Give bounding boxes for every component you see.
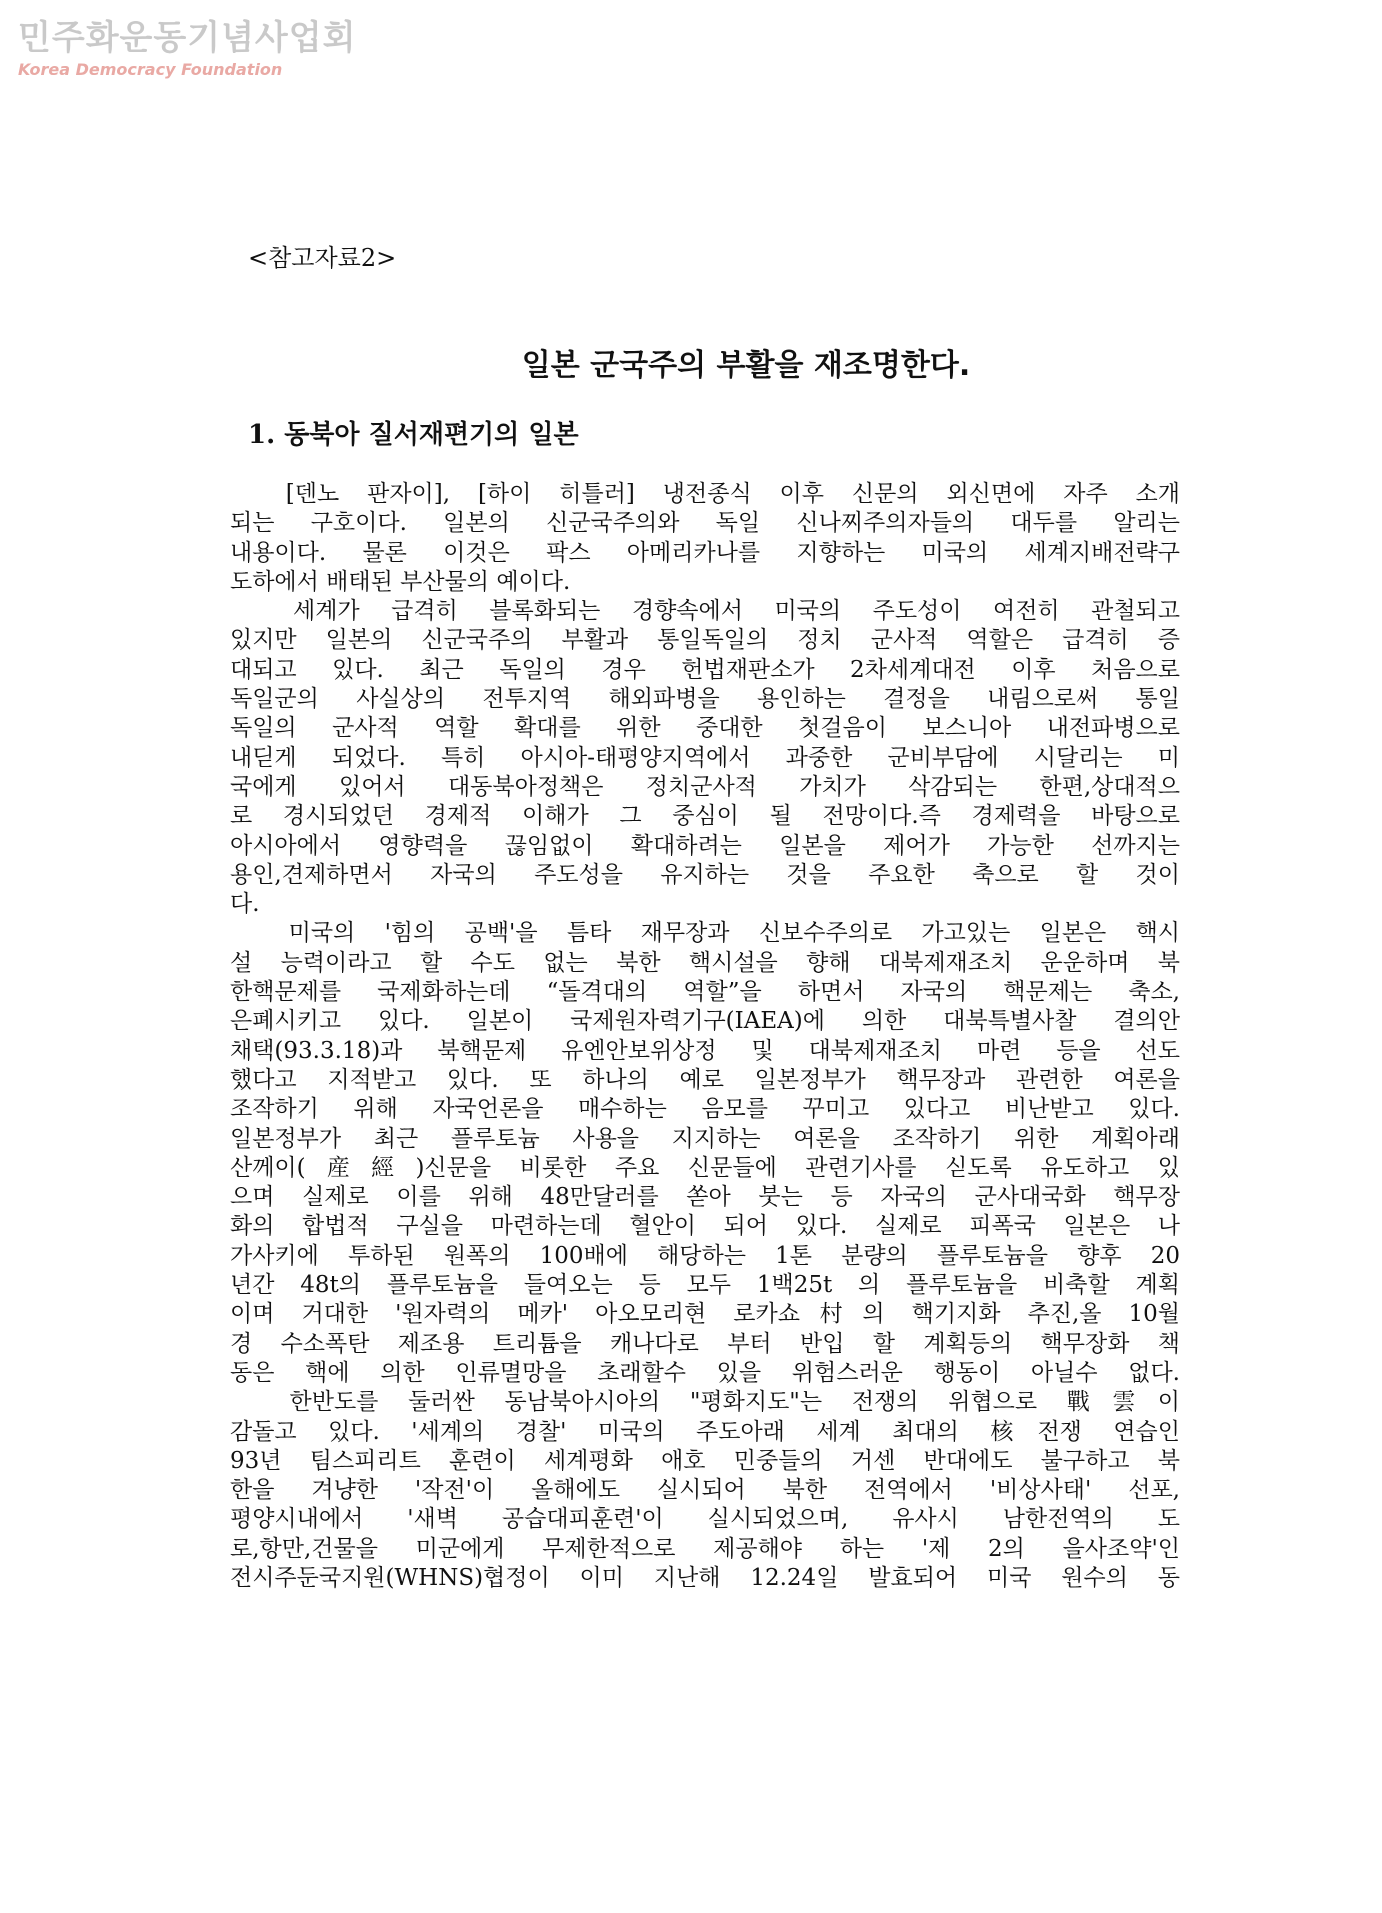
- body-line: 독일의 군사적 역할 확대를 위한 중대한 첫걸음이 보스니아 내전파병으로: [230, 715, 1180, 742]
- watermark-logo: [18, 18, 356, 80]
- body-line: 로,항만,건물을 미군에게 무제한적으로 제공해야 하는 '제 2의 을사조약'인: [230, 1535, 1180, 1562]
- watermark-english-text: Korea Democracy Foundation: [18, 60, 283, 79]
- body-line: 세계가 급격히 블록화되는 경향속에서 미국의 주도성이 여전히 관철되고: [230, 598, 1180, 625]
- body-line: 대되고 있다. 최근 독일의 경우 헌법재판소가 2차세계대전 이후 처음으로: [230, 656, 1180, 683]
- body-line: 했다고 지적받고 있다. 또 하나의 예로 일본정부가 핵무장과 관련한 여론을: [230, 1066, 1180, 1093]
- body-line: [덴노 판자이], [하이 히틀러] 냉전종식 이후 신문의 외신면에 자주 소개: [230, 481, 1180, 507]
- watermark-korean-text: 민주화운동기념사업회: [18, 18, 357, 58]
- body-line: 용인,견제하면서 자국의 주도성을 유지하는 것을 주요한 축으로 할 것이: [230, 861, 1180, 888]
- body-line: 설 능력이라고 할 수도 없는 북한 핵시설을 향해 대북제재조치 운운하며 북: [230, 949, 1180, 976]
- body-line: 미국의 '힘의 공백'을 틈타 재무장과 신보수주의로 가고있는 일본은 핵시: [230, 920, 1180, 947]
- body-line: 국에게 있어서 대동북아정책은 정치군사적 가치가 삭감되는 한편,상대적으: [230, 773, 1180, 800]
- body-line: 있지만 일본의 신군국주의 부활과 통일독일의 정치 군사적 역할은 급격히 증: [230, 627, 1180, 654]
- body-line: 이며 거대한 '원자력의 메카' 아오모리현 로카쇼村의 핵기지화 추진,올 10월: [230, 1301, 1180, 1328]
- body-line: 93년 팀스피리트 훈련이 세계평화 애호 민중들의 거센 반대에도 불구하고 북: [230, 1447, 1180, 1474]
- body-line: 한을 겨냥한 '작전'이 올해에도 실시되어 북한 전역에서 '비상사태' 선포,: [230, 1477, 1180, 1504]
- body-line: 은폐시키고 있다. 일본이 국제원자력기구(IAEA)에 의한 대북특별사찰 결의안: [230, 1008, 1180, 1035]
- body-line: 감돌고 있다. '세계의 경찰' 미국의 주도아래 세계 최대의 核전쟁 연습인: [230, 1418, 1180, 1445]
- body-line: 경 수소폭탄 제조용 트리튬을 캐나다로 부터 반입 할 계획등의 핵무장화 책: [230, 1330, 1180, 1357]
- body-line: 내용이다. 물론 이것은 팍스 아메리카나를 지향하는 미국의 세계지배전략구: [230, 539, 1180, 566]
- body-line: 동은 핵에 의한 인류멸망을 초래할수 있을 위험스러운 행동이 아닐수 없다.: [230, 1359, 1180, 1386]
- body-line: 전시주둔국지원(WHNS)협정이 이미 지난해 12.24일 발효되어 미국 원수의 동: [230, 1564, 1180, 1591]
- body-line: 채택(93.3.18)과 북핵문제 유엔안보위상정 및 대북제재조치 마련 등을 선도: [230, 1037, 1180, 1064]
- section-heading: 1. 동북아 질서재편기의 일본: [248, 420, 579, 450]
- reference-label: <참고자료2>: [248, 244, 397, 272]
- body-line: 독일군의 사실상의 전투지역 해외파병을 용인하는 결정을 내림으로써 통일: [230, 686, 1180, 713]
- body-line: 한핵문제를 국제화하는데 “돌격대의 역할”을 하면서 자국의 핵문제는 축소,: [230, 979, 1180, 1006]
- body-line: 도하에서 배태된 부산물의 예이다.: [230, 568, 571, 595]
- body-line: 아시아에서 영향력을 끊임없이 확대하려는 일본을 제어가 가능한 선까지는: [230, 832, 1180, 859]
- body-line: 화의 합법적 구실을 마련하는데 혈안이 되어 있다. 실제로 피폭국 일본은 나: [230, 1213, 1180, 1240]
- body-line: 으며 실제로 이를 위해 48만달러를 쏟아 붓는 등 자국의 군사대국화 핵무장: [230, 1184, 1180, 1211]
- body-line: 산께이(産經)신문을 비롯한 주요 신문들에 관련기사를 싣도록 유도하고 있: [230, 1154, 1180, 1181]
- body-text: [230, 480, 1180, 1593]
- body-line: 로 경시되었던 경제적 이해가 그 중심이 될 전망이다.즉 경제력을 바탕으로: [230, 803, 1180, 830]
- body-line: 다.: [230, 891, 260, 918]
- document-title: 일본 군국주의 부활을 재조명한다.: [521, 348, 971, 383]
- body-line: 일본정부가 최근 플루토늄 사용을 지지하는 여론을 조작하기 위한 계획아래: [230, 1125, 1180, 1152]
- body-line: 한반도를 둘러싼 동남북아시아의 "평화지도"는 전쟁의 위협으로 戰雲이: [230, 1389, 1180, 1416]
- body-line: 조작하기 위해 자국언론을 매수하는 음모를 꾸미고 있다고 비난받고 있다.: [230, 1096, 1180, 1123]
- body-line: 가사키에 투하된 원폭의 100배에 해당하는 1톤 분량의 플루토늄을 향후 20: [230, 1242, 1180, 1269]
- body-line: 년간 48t의 플루토늄을 들여오는 등 모두 1백25t 의 플루토늄을 비축할 계획: [230, 1272, 1180, 1299]
- body-line: 평양시내에서 '새벽 공습대피훈련'이 실시되었으며, 유사시 남한전역의 도: [230, 1506, 1180, 1533]
- body-line: 되는 구호이다. 일본의 신군국주의와 독일 신나찌주의자들의 대두를 알리는: [230, 510, 1180, 537]
- body-line: 내딛게 되었다. 특히 아시아-태평양지역에서 과중한 군비부담에 시달리는 미: [230, 744, 1180, 771]
